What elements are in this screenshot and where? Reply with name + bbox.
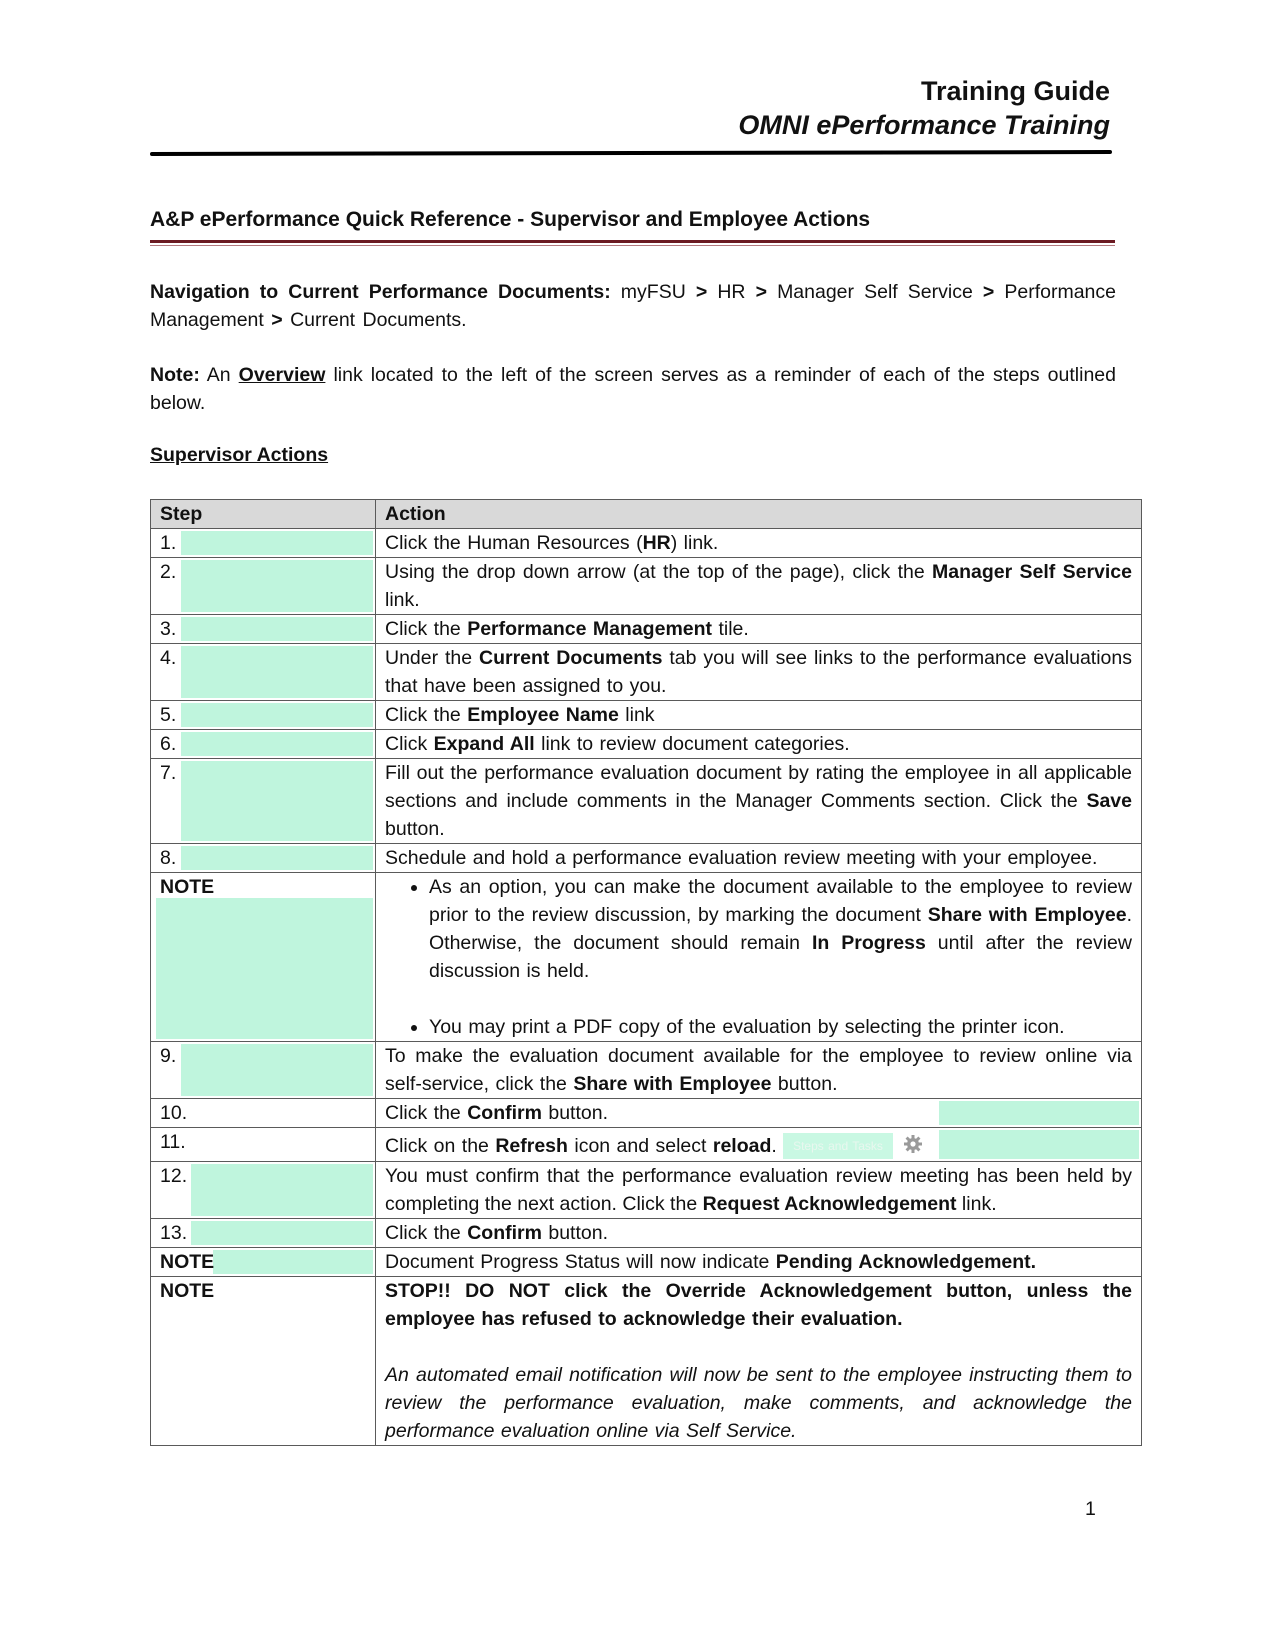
action-text: Click the	[385, 618, 468, 640]
action-cell	[376, 615, 1142, 644]
step-cell	[151, 844, 376, 873]
step-number: 6.	[160, 733, 177, 755]
header-rule	[150, 150, 1112, 156]
action-text: Click the	[385, 704, 468, 726]
step-number: 8.	[160, 847, 177, 869]
column-header-action: Action	[376, 500, 1142, 529]
highlight-box	[181, 732, 373, 756]
step-number: 1.	[160, 532, 177, 554]
action-emphasis: Expand All	[433, 733, 535, 755]
step-cell	[151, 873, 376, 1042]
table-row	[151, 1277, 1142, 1446]
action-text: Click the	[385, 1102, 468, 1124]
action-emphasis: Confirm	[467, 1102, 542, 1124]
action-text: button.	[771, 1073, 838, 1095]
action-text: tab you will see links to the performance evaluations that have been assigned to you.	[385, 647, 1132, 697]
action-text: link.	[956, 1193, 997, 1215]
step-cell	[151, 1042, 376, 1099]
highlight-box	[181, 1044, 373, 1096]
email-notice: An automated email notification will now be sent to the employee instructing them to review the performance evaluation, make comments, and acknowledge the performance evaluation online via Self Service.	[385, 1364, 1132, 1442]
step-cell	[151, 1219, 376, 1248]
action-text: Under the	[385, 647, 479, 669]
step-cell	[151, 558, 376, 615]
warning-text	[385, 1277, 1132, 1333]
table-row	[151, 1128, 1142, 1162]
step-number: 10.	[160, 1102, 188, 1124]
action-cell	[376, 759, 1142, 844]
step-number: 7.	[160, 762, 177, 784]
action-text: Using the drop down arrow (at the top of the page), click the	[385, 561, 933, 583]
steps-and-tasks-tab: Steps and Tasks	[783, 1133, 893, 1159]
title-rule-thin	[150, 245, 1115, 246]
table-header-row	[151, 500, 1142, 529]
nav-path-item: HR	[717, 281, 746, 303]
step-cell	[151, 1248, 376, 1277]
note-paragraph	[150, 361, 1116, 417]
table-row	[151, 615, 1142, 644]
nav-separator: >	[695, 281, 708, 303]
highlight-box	[181, 617, 373, 641]
nav-separator: >	[755, 281, 767, 303]
table-row	[151, 529, 1142, 558]
step-cell	[151, 529, 376, 558]
step-cell	[151, 701, 376, 730]
table-row	[151, 873, 1142, 1042]
highlight-box	[181, 761, 373, 841]
highlight-box	[213, 1250, 373, 1274]
action-emphasis: Pending Acknowledgement.	[775, 1251, 1037, 1273]
action-emphasis: Employee Name	[467, 704, 619, 726]
highlight-box	[181, 531, 373, 555]
table-row	[151, 759, 1142, 844]
action-cell	[376, 1128, 1142, 1162]
step-number: 3.	[160, 618, 177, 640]
action-emphasis: Manager Self Service	[932, 561, 1132, 583]
action-emphasis: Refresh	[495, 1135, 568, 1157]
action-emphasis: Confirm	[467, 1222, 542, 1244]
highlight-box	[181, 646, 373, 698]
step-cell	[151, 730, 376, 759]
step-number: 13.	[160, 1222, 188, 1244]
note-text: link located to the left of the screen serves as a reminder of each of the steps outlined below.	[150, 364, 1116, 414]
nav-path-item: Manager Self Service	[777, 281, 973, 303]
action-cell	[376, 529, 1142, 558]
action-cell	[376, 1099, 1142, 1128]
action-emphasis: reload	[712, 1135, 772, 1157]
action-cell	[376, 1042, 1142, 1099]
action-text: link	[618, 704, 655, 726]
action-text: Fill out the performance evaluation document by rating the employee in all applicable sections and include comments in the Manager Comments section. Click the	[385, 762, 1132, 812]
note-label: NOTE	[160, 1251, 215, 1273]
bullet-text: As an option, you can make the document available to the employee to review prior to the review discussion, by marking the document	[429, 876, 1132, 926]
step-number: 12.	[160, 1165, 188, 1187]
step-cell	[151, 644, 376, 701]
action-text: Click	[385, 733, 434, 755]
action-emphasis: HR	[642, 532, 671, 554]
header	[738, 74, 1110, 142]
bullet-emphasis: Share with Employee	[927, 904, 1127, 926]
action-text: button.	[541, 1102, 609, 1124]
action-text: Click on the	[385, 1135, 496, 1157]
title-rule	[150, 240, 1115, 243]
navigation-label: Navigation to Current Performance Documents:	[150, 281, 611, 303]
nav-separator: >	[982, 281, 995, 303]
document-title: A&P ePerformance Quick Reference - Supervisor and Employee Actions	[150, 208, 871, 231]
action-cell	[376, 1162, 1142, 1219]
step-cell	[151, 1277, 376, 1446]
warning-emphasis: STOP!! DO NOT click the Override Acknowledgement button, unless the employee has refused to acknowledge their evaluation.	[385, 1280, 1132, 1330]
step-number: 4.	[160, 647, 177, 669]
header-subtitle: OMNI ePerformance Training	[738, 110, 1110, 140]
action-text: Click the	[385, 1222, 468, 1244]
action-cell	[376, 1219, 1142, 1248]
bullet-text: . Otherwise, the document should remain	[429, 904, 1132, 954]
action-text: icon and select	[567, 1135, 713, 1157]
action-text: button.	[541, 1222, 609, 1244]
table-row	[151, 1099, 1142, 1128]
nav-separator: >	[271, 309, 283, 331]
action-text: tile.	[712, 618, 749, 640]
step-number: 5.	[160, 704, 177, 726]
highlight-box	[181, 846, 373, 870]
step-cell	[151, 1162, 376, 1219]
header-title: Training Guide	[920, 76, 1110, 106]
step-number: 9.	[160, 1045, 177, 1067]
highlight-box	[191, 1221, 373, 1245]
step-cell	[151, 1128, 376, 1162]
table-row	[151, 701, 1142, 730]
table-row	[151, 558, 1142, 615]
action-cell	[376, 844, 1142, 873]
action-text: Schedule and hold a performance evaluation review meeting with your employee.	[385, 847, 1098, 869]
action-text: ) link.	[670, 532, 719, 554]
table-row	[151, 844, 1142, 873]
highlight-box	[181, 560, 373, 612]
action-text: You must confirm that the performance evaluation review meeting has been held by completing the next action. Click the	[385, 1165, 1132, 1215]
highlight-box	[181, 703, 373, 727]
note-prefix: An	[206, 364, 231, 386]
step-cell	[151, 1099, 376, 1128]
highlight-box	[939, 1130, 1139, 1159]
highlight-box	[191, 1164, 373, 1216]
action-cell	[376, 1277, 1142, 1446]
column-header-step: Step	[151, 500, 376, 529]
note-label: NOTE	[160, 876, 215, 898]
action-emphasis: Save	[1086, 790, 1132, 812]
list-item: • You may print a PDF copy of the evaluation by selecting the printer icon.	[429, 1013, 1132, 1041]
step-number: 2.	[160, 561, 177, 583]
note-bullets	[385, 873, 1132, 1041]
bullet-text: until after the review discussion is held.	[429, 932, 1132, 982]
nav-path-item: Performance Management	[150, 281, 1116, 331]
table-row	[151, 730, 1142, 759]
supervisor-actions-table	[150, 499, 1142, 1446]
action-text: To make the evaluation document available for the employee to review online via self-service, click the	[385, 1045, 1132, 1095]
action-cell	[376, 730, 1142, 759]
action-emphasis: Request Acknowledgement	[702, 1193, 957, 1215]
action-emphasis: Performance Management	[467, 618, 713, 640]
table-row	[151, 1042, 1142, 1099]
bullet-emphasis: In Progress	[811, 932, 926, 954]
action-text: Click the Human Resources (	[385, 532, 643, 554]
nav-path-item: myFSU	[620, 281, 686, 303]
gear-icon	[903, 1134, 923, 1154]
step-cell	[151, 615, 376, 644]
list-item	[429, 873, 1132, 985]
action-emphasis: Current Documents	[478, 647, 663, 669]
action-cell	[376, 558, 1142, 615]
action-cell	[376, 1248, 1142, 1277]
nav-path-item: Current Documents.	[290, 309, 467, 331]
action-text: link to review document categories.	[534, 733, 850, 755]
navigation-paragraph	[150, 278, 1116, 334]
action-cell	[376, 873, 1142, 1042]
action-emphasis: Share with Employee	[573, 1073, 772, 1095]
highlight-box	[156, 898, 373, 1039]
overview-link[interactable]: Overview	[238, 364, 326, 386]
action-text: link.	[385, 589, 420, 611]
action-cell	[376, 644, 1142, 701]
table-row	[151, 1162, 1142, 1219]
step-number: 11.	[160, 1131, 186, 1153]
action-text: .	[771, 1135, 777, 1157]
note-label: Note:	[150, 364, 200, 386]
table-row	[151, 1248, 1142, 1277]
table-row	[151, 1219, 1142, 1248]
note-label: NOTE	[160, 1280, 215, 1302]
highlight-box	[939, 1101, 1139, 1125]
table-row	[151, 644, 1142, 701]
step-cell	[151, 759, 376, 844]
action-cell	[376, 701, 1142, 730]
page-number: 1	[1085, 1498, 1096, 1520]
action-text: button.	[385, 818, 445, 840]
section-heading: Supervisor Actions	[150, 444, 329, 466]
action-text: Document Progress Status will now indicate	[385, 1251, 776, 1273]
